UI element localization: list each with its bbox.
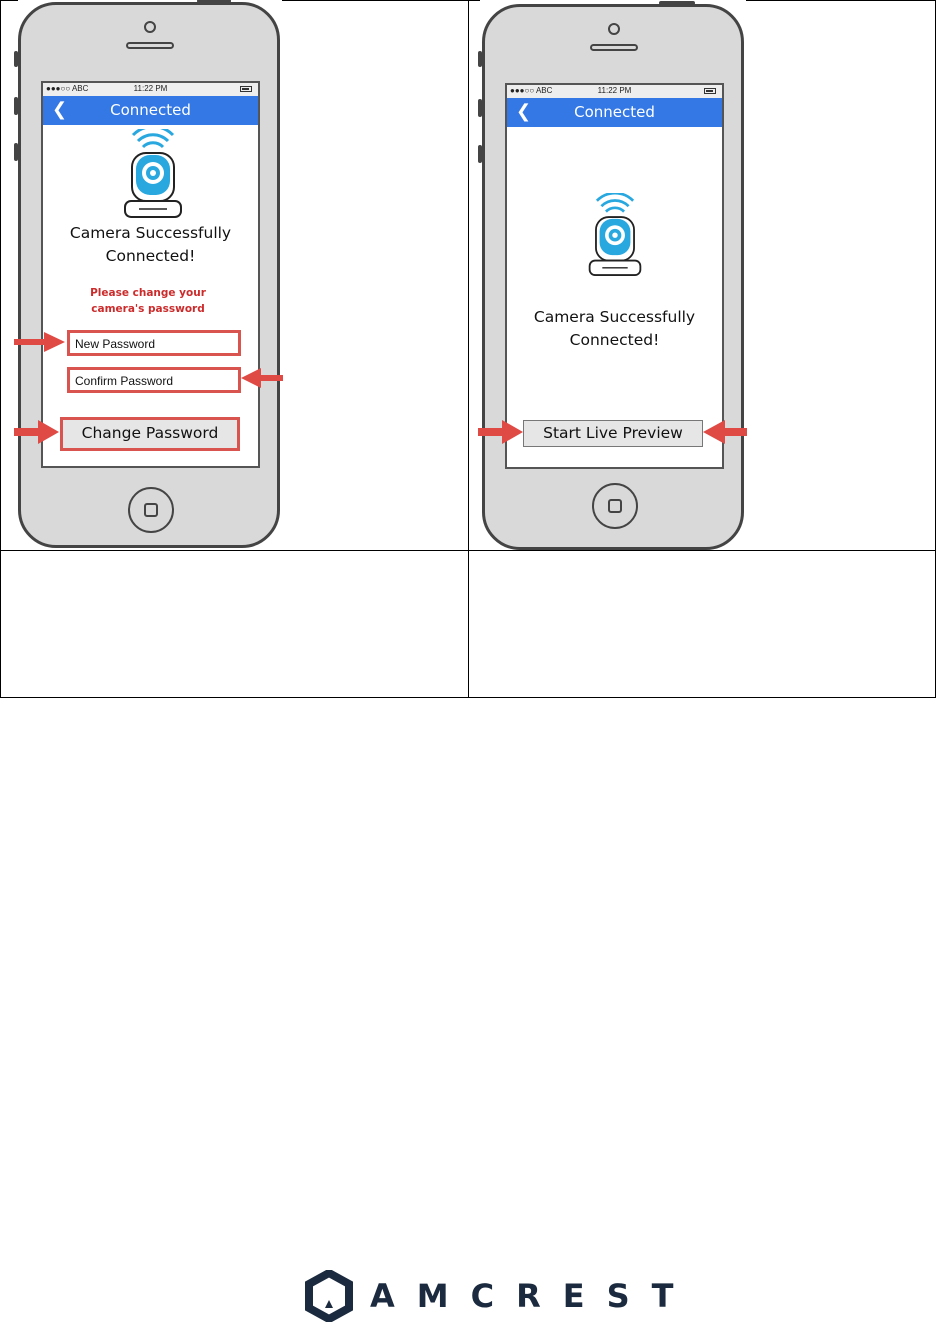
arrow-right-icon	[478, 420, 524, 444]
amcrest-hexagon-icon	[304, 1270, 354, 1322]
wifi-camera-icon	[121, 129, 185, 221]
earpiece-speaker	[126, 42, 174, 49]
earpiece-speaker	[590, 44, 638, 51]
arrow-left-icon	[241, 367, 283, 389]
success-message-line1: Camera Successfully	[69, 224, 232, 242]
status-time: 11:22 PM	[597, 86, 632, 95]
change-password-label: Change Password	[81, 424, 219, 442]
battery-icon	[704, 88, 716, 94]
table-border-top-mid	[282, 0, 480, 1]
home-square-icon	[608, 499, 622, 513]
volume-down-button	[14, 143, 18, 161]
success-message-line2: Connected!	[569, 331, 660, 349]
table-row-divider	[0, 550, 936, 551]
table-border-top-left	[0, 0, 18, 1]
home-button	[592, 483, 638, 529]
status-bar	[507, 85, 722, 98]
arrow-left-icon	[703, 420, 747, 444]
nav-bar	[43, 96, 258, 125]
password-warning-line1: Please change your	[90, 287, 206, 299]
arrow-right-icon	[14, 331, 66, 353]
mute-switch	[14, 51, 18, 67]
nav-title: Connected	[110, 101, 191, 119]
volume-down-button	[478, 145, 482, 163]
confirm-password-field[interactable]	[67, 367, 241, 393]
brand-name: AMCREST	[370, 1277, 696, 1315]
home-square-icon	[144, 503, 158, 517]
table-border-top-right	[746, 0, 936, 1]
status-time: 11:22 PM	[133, 84, 168, 93]
volume-up-button	[478, 99, 482, 117]
table-divider-vertical	[468, 0, 469, 698]
back-chevron-icon[interactable]: ❮	[516, 101, 532, 122]
start-live-preview-button[interactable]	[523, 420, 703, 447]
nav-bar	[507, 98, 722, 127]
amcrest-logo	[300, 1268, 696, 1324]
new-password-field[interactable]	[67, 330, 241, 356]
left-phone-screen	[41, 81, 260, 468]
status-bar	[43, 83, 258, 96]
table-border-bottom	[0, 697, 936, 698]
success-message	[43, 222, 258, 268]
right-phone-screen	[505, 83, 724, 469]
table-border-left	[0, 0, 1, 698]
new-password-placeholder: New Password	[75, 337, 156, 351]
left-phone-frame	[18, 2, 280, 548]
right-phone-frame	[482, 4, 744, 550]
front-camera-icon	[144, 21, 156, 33]
start-live-preview-label: Start Live Preview	[543, 424, 683, 442]
home-button	[128, 487, 174, 533]
battery-icon	[240, 86, 252, 92]
success-message	[507, 306, 722, 352]
success-message-line2: Connected!	[105, 247, 196, 265]
back-chevron-icon[interactable]: ❮	[52, 99, 68, 120]
wifi-camera-icon	[586, 193, 644, 281]
arrow-right-icon	[14, 420, 60, 444]
confirm-password-placeholder: Confirm Password	[75, 374, 174, 388]
password-warning	[43, 285, 253, 317]
front-camera-icon	[608, 23, 620, 35]
nav-title: Connected	[574, 103, 655, 121]
mute-switch	[478, 51, 482, 67]
change-password-button[interactable]	[60, 417, 240, 451]
volume-up-button	[14, 97, 18, 115]
password-warning-line2: camera's password	[91, 303, 205, 315]
power-button	[659, 1, 695, 5]
carrier-signal: ●●●○○ ABC	[46, 84, 89, 93]
success-message-line1: Camera Successfully	[533, 308, 696, 326]
power-button	[197, 0, 231, 3]
carrier-signal: ●●●○○ ABC	[510, 86, 553, 95]
